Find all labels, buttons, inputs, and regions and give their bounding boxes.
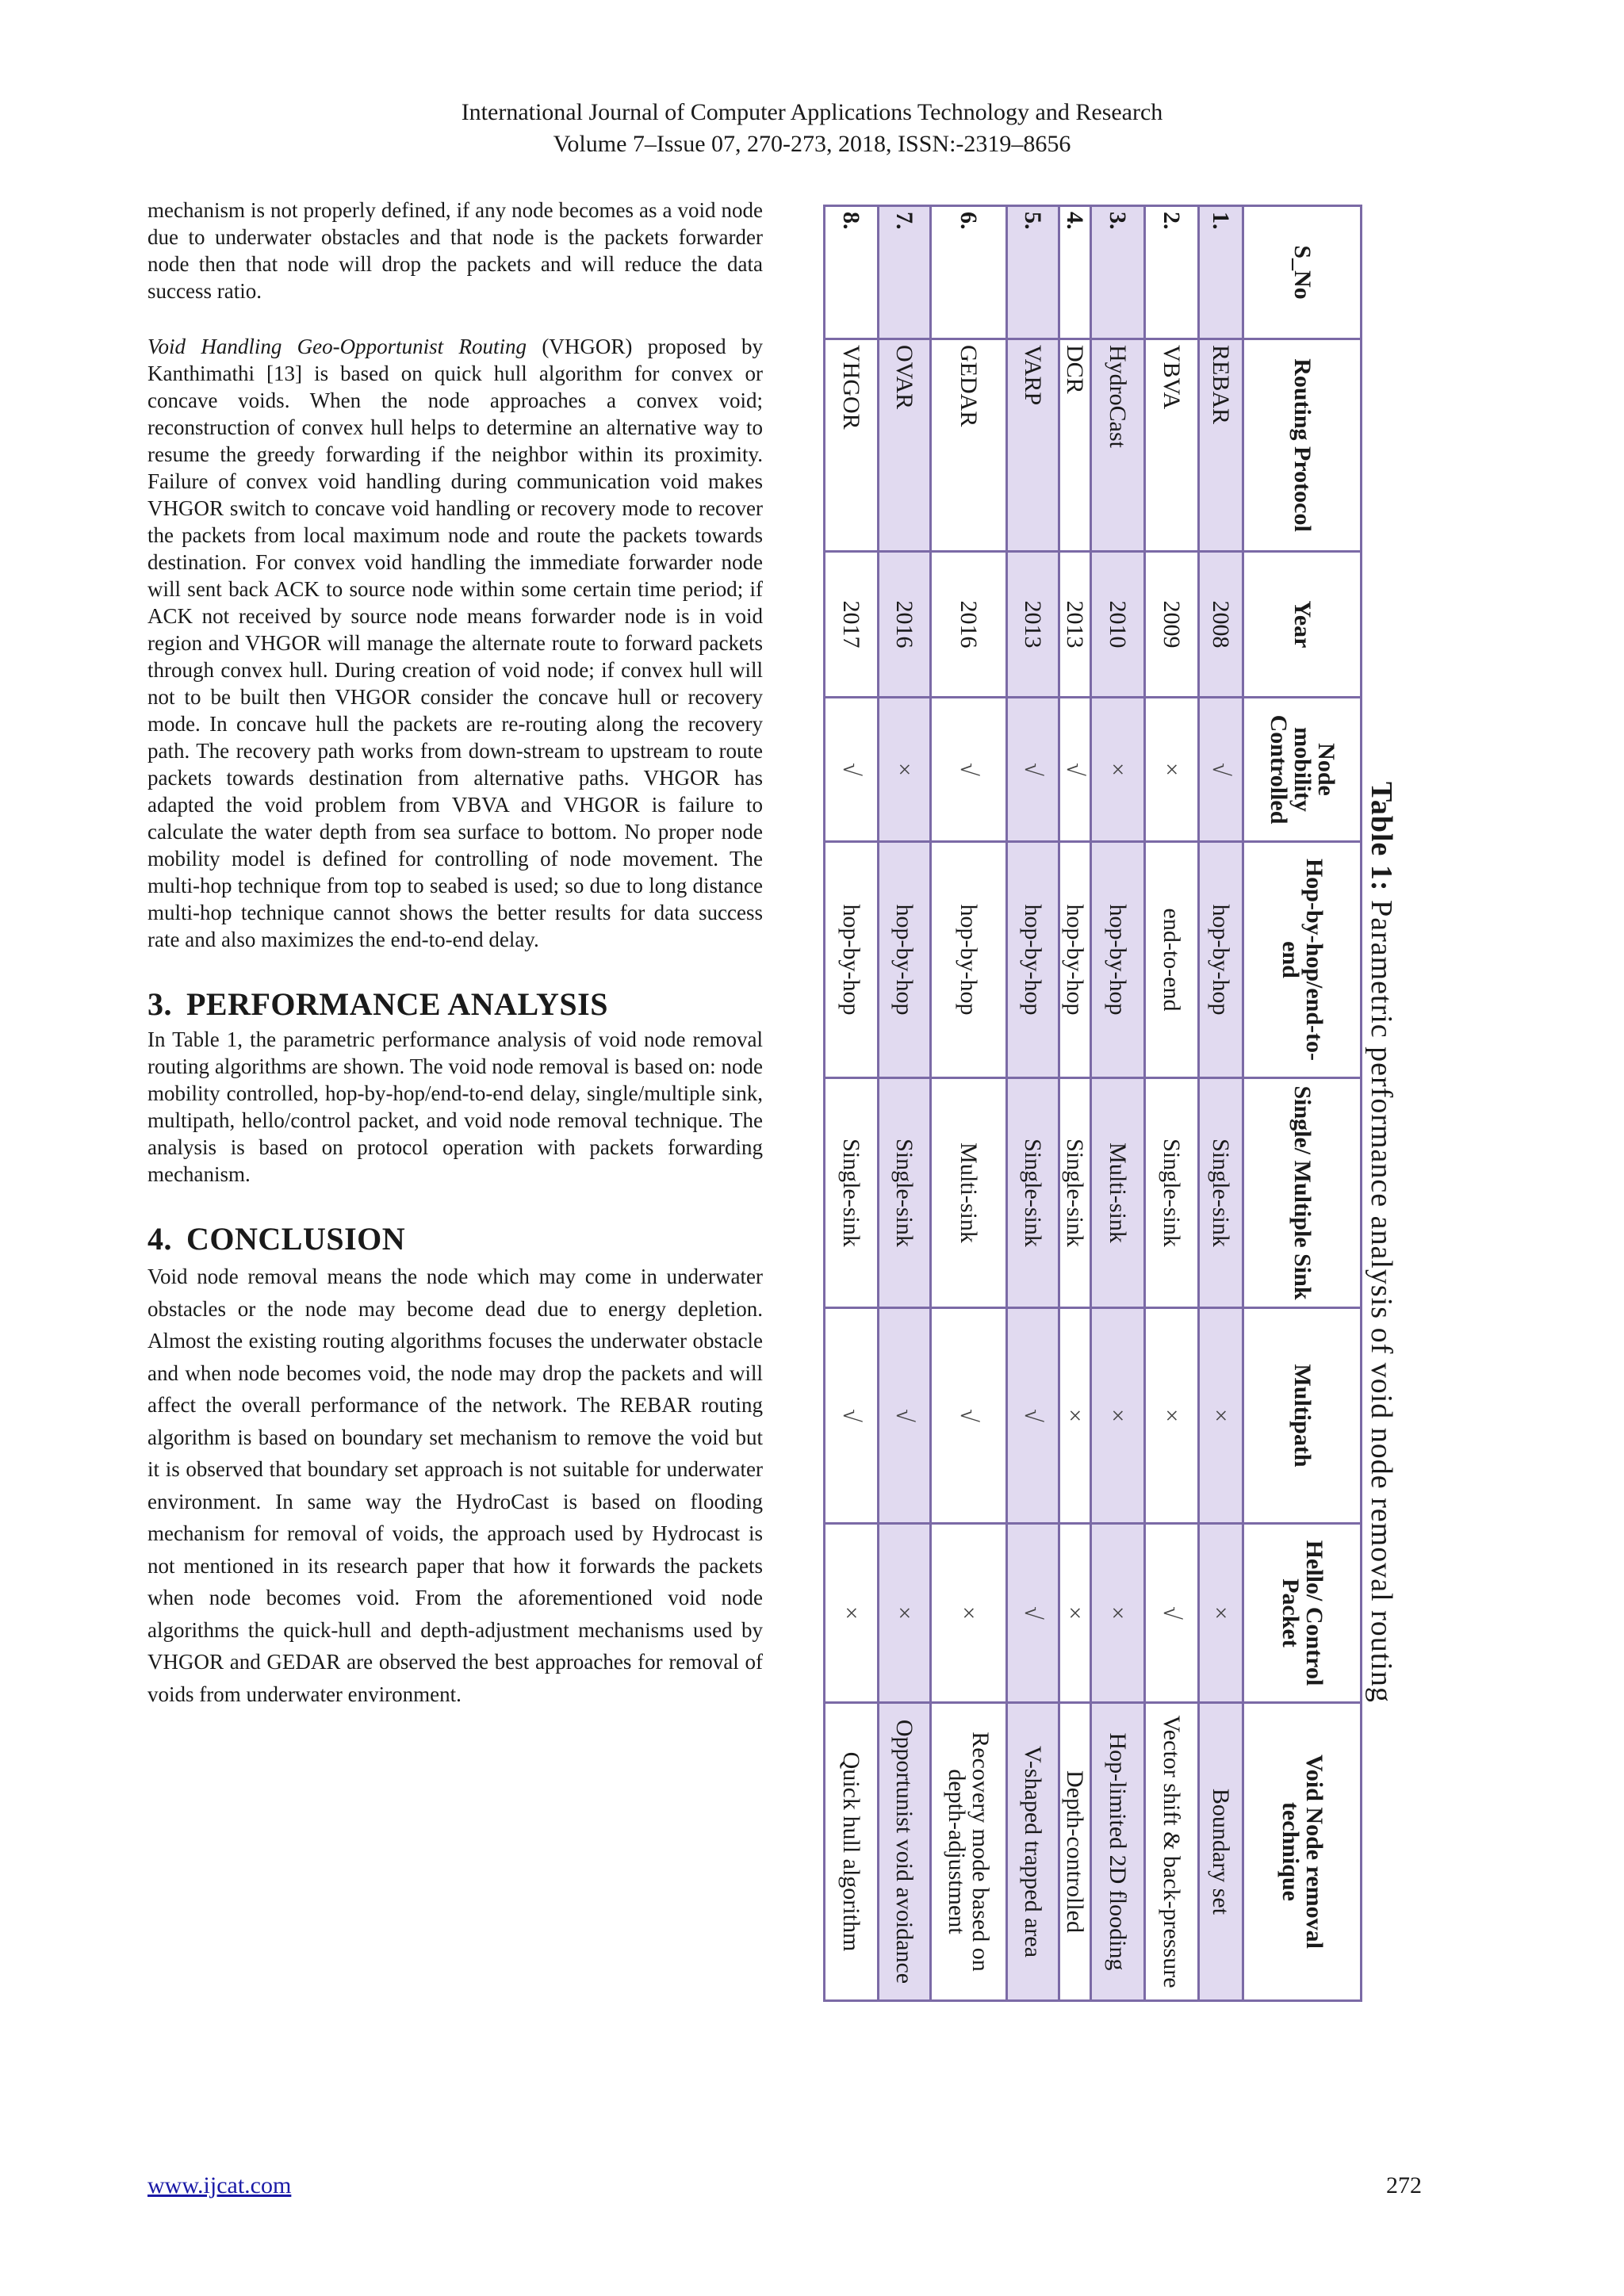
table-row	[1145, 206, 1199, 2001]
journal-website-link[interactable]: www.ijcat.com	[147, 2172, 292, 2198]
cell-hop: hop-by-hop	[1091, 842, 1145, 1078]
cell-hop: hop-by-hop	[1007, 842, 1059, 1078]
cell-protocol: OVAR	[879, 339, 931, 552]
cell-mobility: √	[1059, 698, 1091, 842]
journal-volume: Volume 7–Issue 07, 270-273, 2018, ISSN:-2319–8656	[553, 131, 1071, 157]
cell-sink: Single-sink	[1007, 1078, 1059, 1308]
cell-sink: Single-sink	[879, 1078, 931, 1308]
cell-hello: ×	[1199, 1524, 1243, 1703]
cell-sno: 8.	[825, 206, 879, 339]
cell-technique: Vector shift & back-pressure	[1145, 1703, 1199, 2001]
cell-sink: Single-sink	[825, 1078, 879, 1308]
cell-multipath: √	[931, 1308, 1007, 1524]
journal-title: International Journal of Computer Applications Technology and Research	[461, 99, 1163, 125]
section-4-heading	[147, 1221, 763, 1257]
cell-year: 2017	[825, 552, 879, 698]
cell-multipath: √	[825, 1308, 879, 1524]
cell-technique: Hop-limited 2D flooding	[1091, 1703, 1145, 2001]
cell-hello: ×	[1091, 1524, 1145, 1703]
vhgor-italic-term: Void Handling Geo-Opportunist Routing	[147, 335, 527, 358]
cell-hello: √	[1007, 1524, 1059, 1703]
table-row	[1199, 206, 1243, 2001]
table-row	[931, 206, 1007, 2001]
cell-hop: hop-by-hop	[825, 842, 879, 1078]
table-row	[825, 206, 879, 2001]
cell-year: 2010	[1091, 552, 1145, 698]
cell-year: 2008	[1199, 552, 1243, 698]
cell-hello: ×	[1059, 1524, 1091, 1703]
parametric-table	[823, 205, 1362, 2002]
cell-sink: Multi-sink	[931, 1078, 1007, 1308]
header-hello: Hello/ Control Packet	[1243, 1524, 1362, 1703]
cell-protocol: DCR	[1059, 339, 1091, 552]
table-rotated-content	[838, 203, 1400, 2019]
cell-year: 2009	[1145, 552, 1199, 698]
header-sno: S_No	[1243, 206, 1362, 339]
header-year: Year	[1243, 552, 1362, 698]
cell-multipath: ×	[1145, 1308, 1199, 1524]
table-caption-label: Table 1:	[1365, 782, 1398, 892]
cell-protocol: VBVA	[1145, 339, 1199, 552]
table-row	[1007, 206, 1059, 2001]
cell-hello: ×	[931, 1524, 1007, 1703]
paragraph-vhgor	[147, 333, 763, 953]
cell-technique: Depth-controlled	[1059, 1703, 1091, 2001]
section-3-title: PERFORMANCE ANALYSIS	[186, 986, 608, 1022]
table-header-row	[1243, 206, 1362, 2001]
cell-year: 2016	[879, 552, 931, 698]
cell-multipath: ×	[1199, 1308, 1243, 1524]
section-3-heading	[147, 986, 763, 1023]
header-mobility: Node mobility Controlled	[1243, 698, 1362, 842]
cell-multipath: √	[1007, 1308, 1059, 1524]
cell-mobility: ×	[1145, 698, 1199, 842]
cell-sno: 7.	[879, 206, 931, 339]
header-sink: Single/ Multiple Sink	[1243, 1078, 1362, 1308]
cell-sink: Single-sink	[1199, 1078, 1243, 1308]
cell-mobility: √	[1199, 698, 1243, 842]
cell-protocol: VARP	[1007, 339, 1059, 552]
cell-hop: hop-by-hop	[879, 842, 931, 1078]
header-technique: Void Node removal technique	[1243, 1703, 1362, 2001]
cell-protocol: REBAR	[1199, 339, 1243, 552]
header-hop: Hop-by-hop/end-to-end	[1243, 842, 1362, 1078]
vhgor-text: (VHGOR) proposed by Kanthimathi [13] is based on quick hull algorithm for convex or concave voids. When the node approaches a convex void; reconstruction of convex hull helps to determine an alternative way to resume the greedy forwarding if the neighbor within its proximity. Failure of convex void handling during communication void makes VHGOR switch to concave void handling or recovery mode to recover the packets from local maximum node and route the packets towards destination. For convex void handling the immediate forwarder node will sent back ACK to source node within some certain time period; if ACK not received by source node means forwarder node is in void region and VHGOR will manage the alternate route to forward packets through convex hull. During creation of void node; if convex hull will not to be built then VHGOR consider the concave hull or recovery mode. In concave hull the packets are re-routing along the recovery path. The recovery path works from down-stream to upstream to route packets towards destination from alternative paths. VHGOR has adapted the void problem from VBVA and VHGOR is failure to calculate the water depth from sea surface to bottom. No proper node mobility model is defined for controlling of node movement. The multi-hop technique from top to seabed is used; so due to long distance multi-hop technique cannot shows the better results for data success rate and also maximizes the end-to-end delay.	[147, 335, 763, 951]
paragraph-1: mechanism is not properly defined, if any node becomes as a void node due to underwater obstacles and that node is the packets forwarder node then that node will drop the packets and will reduce the data success ratio.	[147, 198, 763, 303]
cell-hello: ×	[825, 1524, 879, 1703]
cell-multipath: √	[879, 1308, 931, 1524]
section-3-text: In Table 1, the parametric performance analysis of void node removal routing algorithms are shown. The void node removal is based on: node mobility controlled, hop-by-hop/end-to-end delay, single/multiple sink, multipath, hello/control packet, and void node removal technique. The analysis is based on protocol operation with packets forwarding mechanism.	[147, 1027, 763, 1186]
cell-hello: √	[1145, 1524, 1199, 1703]
journal-header	[0, 97, 1624, 160]
section-4-number: 4.	[147, 1221, 172, 1257]
section-4-text: Void node removal means the node which may come in underwater obstacles or the node may become dead due to energy depletion. Almost the existing routing algorithms focuses the underwater obstacle and when node becomes void, the node may drop the packets and will affect the overall performance of the network. The REBAR routing algorithm is based on boundary set mechanism to remove the void but it is observed that boundary set approach is not suitable for underwater environment. In same way the HydroCast is based on flooding mechanism for removal of voids, the approach used by Hydrocast is not mentioned in its research paper that how it forwards the packets when node becomes void. From the aforementioned void node algorithms the quick-hull and depth-adjustment mechanisms used by VHGOR and GEDAR are observed the best approaches for removal of voids from underwater environment.	[147, 1265, 763, 1706]
cell-year: 2013	[1007, 552, 1059, 698]
header-protocol: Routing Protocol	[1243, 339, 1362, 552]
cell-sno: 2.	[1145, 206, 1199, 339]
cell-mobility: ×	[879, 698, 931, 842]
cell-mobility: ×	[1091, 698, 1145, 842]
left-column	[147, 197, 763, 1710]
cell-technique: Recovery mode based on depth-adjustment	[931, 1703, 1007, 2001]
cell-sink: Multi-sink	[1091, 1078, 1145, 1308]
cell-mobility: √	[931, 698, 1007, 842]
page-number: 272	[1386, 2172, 1422, 2198]
header-multipath: Multipath	[1243, 1308, 1362, 1524]
section-3-number: 3.	[147, 986, 172, 1022]
cell-protocol: GEDAR	[931, 339, 1007, 552]
cell-sno: 4.	[1059, 206, 1091, 339]
cell-year: 2016	[931, 552, 1007, 698]
table-caption-text: Parametric performance analysis of void node removal routing	[1365, 891, 1398, 1703]
cell-year: 2013	[1059, 552, 1091, 698]
cell-technique: V-shaped trapped area	[1007, 1703, 1059, 2001]
table-caption	[1362, 203, 1400, 2019]
cell-hop: hop-by-hop	[1059, 842, 1091, 1078]
cell-sno: 5.	[1007, 206, 1059, 339]
cell-sno: 3.	[1091, 206, 1145, 339]
cell-technique: Opportunist void avoidance	[879, 1703, 931, 2001]
cell-hello: ×	[879, 1524, 931, 1703]
cell-sink: Single-sink	[1145, 1078, 1199, 1308]
cell-sno: 1.	[1199, 206, 1243, 339]
cell-hop: hop-by-hop	[931, 842, 1007, 1078]
cell-technique: Boundary set	[1199, 1703, 1243, 2001]
cell-multipath: ×	[1091, 1308, 1145, 1524]
table-row	[879, 206, 931, 2001]
cell-sink: Single-sink	[1059, 1078, 1091, 1308]
rotated-table-image	[838, 203, 1400, 2019]
cell-sno: 6.	[931, 206, 1007, 339]
cell-hop: end-to-end	[1145, 842, 1199, 1078]
cell-mobility: √	[1007, 698, 1059, 842]
table-row	[1059, 206, 1091, 2001]
cell-mobility: √	[825, 698, 879, 842]
cell-protocol: HydroCast	[1091, 339, 1145, 552]
cell-technique: Quick hull algorithm	[825, 1703, 879, 2001]
cell-protocol: VHGOR	[825, 339, 879, 552]
section-4-title: CONCLUSION	[186, 1221, 406, 1257]
table-row	[1091, 206, 1145, 2001]
cell-multipath: ×	[1059, 1308, 1091, 1524]
cell-hop: hop-by-hop	[1199, 842, 1243, 1078]
